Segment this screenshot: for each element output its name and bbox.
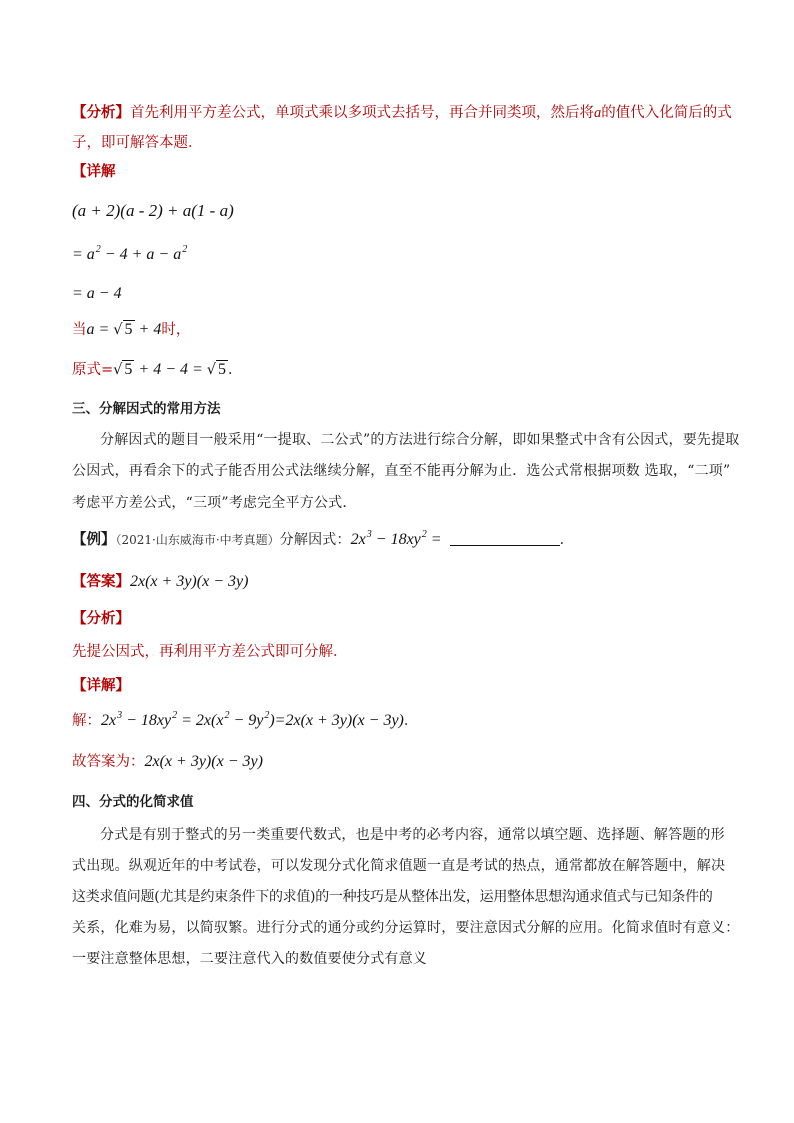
result-sqrt-radicand-2: 5	[218, 361, 227, 378]
result-mid: + 4 − 4 =	[134, 361, 207, 378]
detail-1-when-line	[72, 320, 190, 340]
step-1-pre: = a	[72, 246, 95, 263]
solve-e1: 2x	[101, 712, 117, 729]
example-expr-mid: − 18xy	[371, 531, 421, 548]
analysis-1-line-1	[72, 103, 732, 123]
step-1-sup-a: 2	[95, 244, 101, 255]
when-prefix: 当	[72, 322, 87, 338]
solve-sup-3a: 3	[117, 710, 123, 721]
analysis-1-line-2: 子，即可解答本题．	[72, 135, 203, 151]
section-4-line-5: 一要注意整体思想，二要注意代入的数值要使分式有意义	[72, 951, 427, 967]
solve-e3: = 2x(x	[177, 712, 224, 729]
analysis-2-tag-line	[72, 609, 130, 629]
analysis-text-a: 首先利用平方差公式，单项式乘以多项式去括号，再合并同类项，然后将	[130, 105, 594, 121]
final-expression: 2x(x + 3y)(x − 3y)	[144, 753, 263, 770]
analysis-2-tag: 【分析】	[72, 610, 130, 627]
answer-expression: 2x(x + 3y)(x − 3y)	[130, 573, 249, 590]
solve-sup-2b: 2	[224, 710, 230, 721]
example-expr-eq: =	[426, 531, 446, 548]
section-4-line-4: 关系，化难为易，以简驭繁。进行分式的通分或约分运算时，要注意因式分解的应用。化简求值时有意义：	[72, 920, 740, 936]
solve-prefix: 解：	[72, 713, 101, 729]
analysis-text-b: 的值代入化简后的式	[601, 105, 732, 121]
analysis-tag: 【分析】	[72, 104, 130, 121]
section-3-para-line-1: 分解因式的题目一般采用“一提取、二公式”的方法进行综合分解，即如果整式中含有公因式，要先提取	[100, 432, 740, 448]
result-end: ．	[228, 362, 243, 378]
detail-2-tag: 【详解】	[72, 677, 130, 694]
when-suffix: 时，	[161, 322, 191, 338]
sqrt-radicand: 5	[124, 321, 133, 338]
section-3-para-line-3: 考虑平方差公式，“三项”考虑完全平方公式．	[72, 495, 357, 511]
analysis-var: a	[594, 105, 602, 121]
section-4-heading: 四、分式的化简求值	[72, 794, 194, 810]
detail-2-tag-line	[72, 676, 130, 696]
solve-end: ．	[403, 713, 419, 729]
example-end: ．	[559, 532, 575, 548]
detail-tag: 【详解	[72, 163, 116, 180]
detail-1-step-1	[72, 245, 187, 267]
step-1-mid: − 4 + a − a	[100, 246, 182, 263]
example-sup-2: 2	[421, 529, 427, 540]
detail-1-expression: (a + 2)(a - 2) + a(1 - a)	[72, 201, 234, 220]
step-1-sup-b: 2	[182, 244, 188, 255]
example-line	[72, 530, 574, 552]
result-prefix: 原式=	[72, 362, 114, 378]
section-3-para-line-2: 公因式，再看余下的式子能否用公式法继续分解，直至不能再分解为止．选公式常根据项数 选取，“二项”	[72, 463, 731, 479]
sqrt-icon: √	[113, 322, 123, 338]
example-sup-3: 3	[366, 529, 372, 540]
section-3-heading: 三、分解因式的常用方法	[72, 401, 221, 417]
example-prompt: 分解因式：	[279, 532, 351, 548]
sqrt-icon-3: √	[206, 362, 217, 378]
detail-1-tag-line	[72, 162, 116, 182]
answer-line	[72, 572, 248, 592]
when-math-pre: a =	[86, 321, 114, 338]
solve-sup-2a: 2	[172, 710, 178, 721]
section-4-line-2: 式出现。纵观近年的中考试卷，可以发现分式化简求值题一直是考试的热点，通常都放在解答题中，解决	[72, 858, 726, 874]
section-4-line-3: 这类求值问题(尤其是约束条件下的求值)的一种技巧是从整体出发，运用整体思想沟通求值式与已知条件的	[72, 889, 713, 905]
example-expr-pre: 2x	[350, 531, 366, 548]
answer-tag: 【答案】	[72, 573, 130, 590]
section-4-line-1: 分式是有别于整式的另一类重要代数式，也是中考的必考内容，通常以填空题、选择题、解答题的形	[100, 827, 725, 843]
detail-2-final	[72, 752, 263, 772]
example-tag: 【例】	[72, 531, 116, 548]
final-prefix: 故答案为：	[72, 754, 145, 770]
solve-sup-2c: 2	[264, 710, 270, 721]
analysis-2-text: 先提公因式，再利用平方差公式即可分解．	[72, 644, 348, 660]
solve-e5: )=2x(x + 3y)(x − 3y)	[269, 712, 404, 729]
detail-1-step-2: = a − 4	[72, 285, 122, 302]
solve-e4: − 9y	[229, 712, 264, 729]
answer-blank	[450, 531, 560, 546]
detail-2-solution	[72, 711, 418, 733]
example-source: （2021·山东威海市·中考真题）	[115, 533, 280, 547]
result-sqrt-radicand-1: 5	[124, 361, 133, 378]
solve-e2: − 18xy	[122, 712, 172, 729]
detail-1-result-line	[72, 360, 243, 380]
when-math-post: + 4	[134, 321, 162, 338]
sqrt-icon-2: √	[113, 362, 123, 378]
